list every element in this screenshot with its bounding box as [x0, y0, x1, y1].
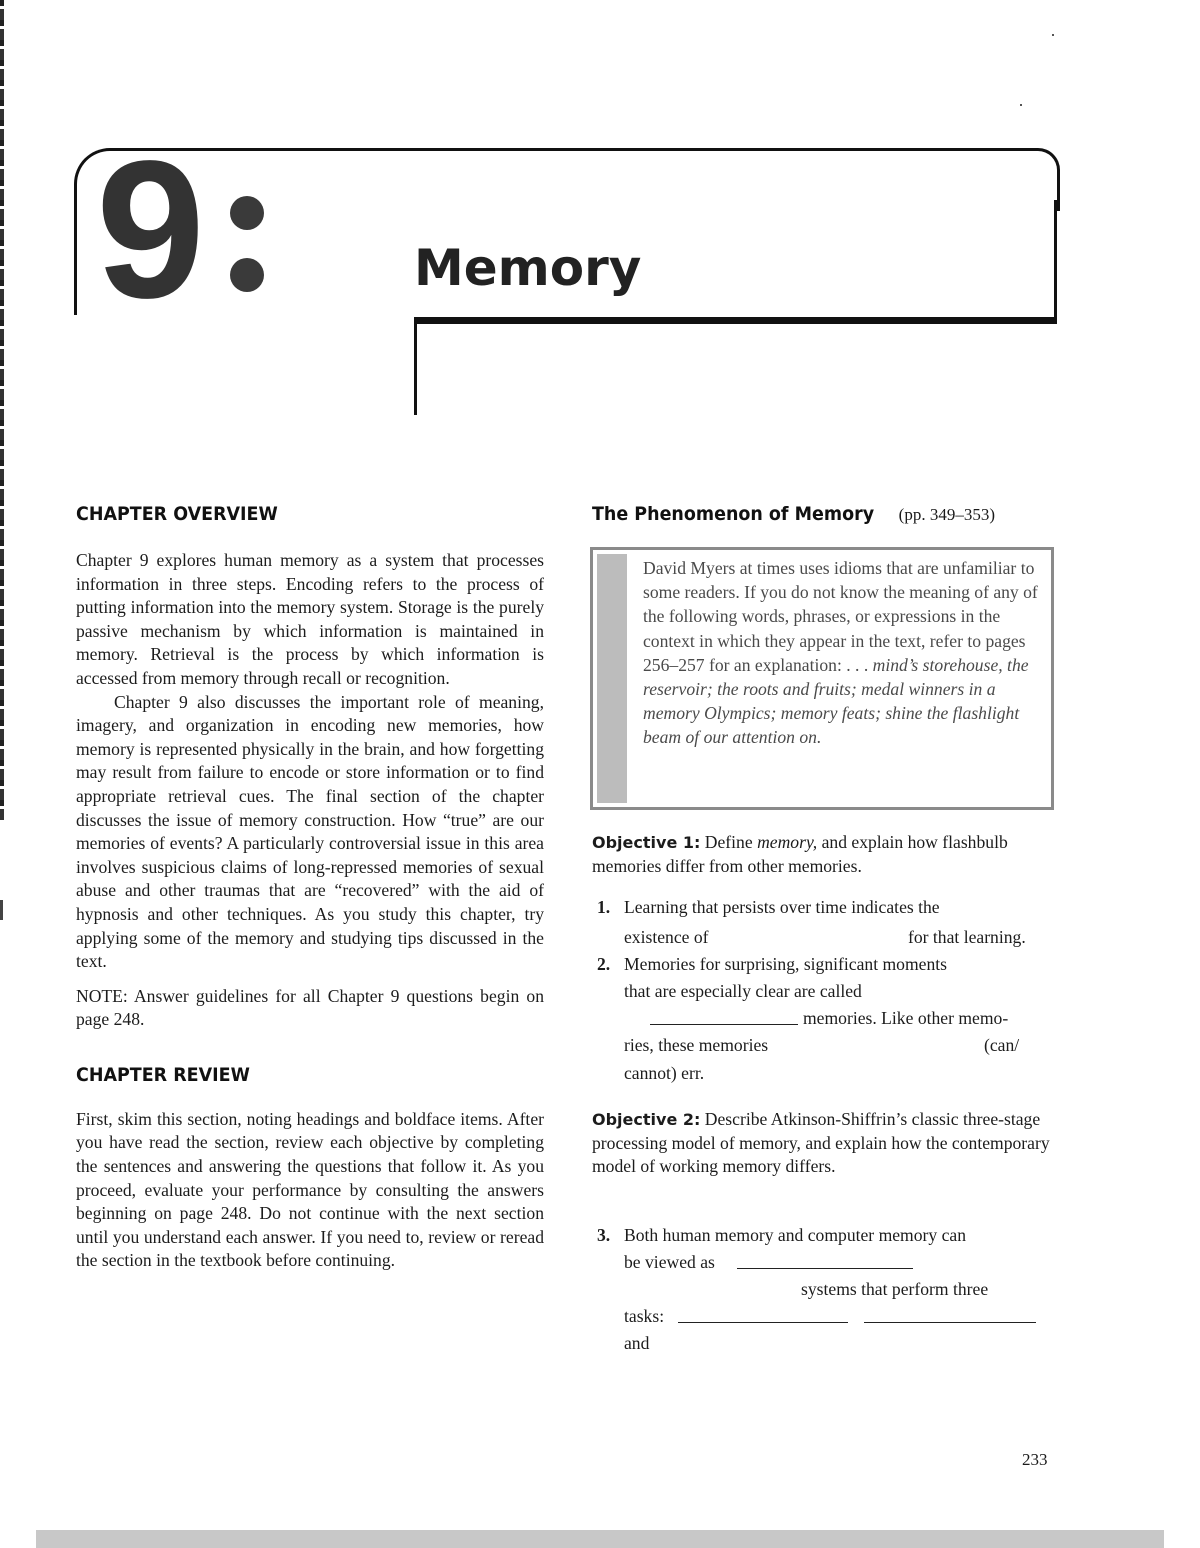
chapter-title: Memory [414, 239, 642, 297]
question-2-line-2: that are especially clear are called [624, 981, 862, 1001]
question-2-number: 2. [597, 954, 611, 974]
header-frame-top [74, 148, 1060, 211]
question-3-line-2: be viewed as [624, 1252, 715, 1272]
objective-1-term: memory, [757, 832, 818, 852]
question-2-line-3: memories. Like other memo- [803, 1008, 1009, 1028]
question-3-line-1: Both human memory and computer memory can [624, 1225, 967, 1245]
scan-bottom-bar [36, 1530, 1164, 1548]
question-1-line-2-end: for that learning. [908, 927, 1026, 947]
scan-edge-mark [0, 900, 3, 920]
idiom-text [643, 556, 1043, 750]
section-heading: The Phenomenon of Memory [592, 503, 875, 525]
overview-paragraph-1: Chapter 9 explores human memory as a system that processes information in three steps. Encoding refers to the process of putting information into the memory system. Storage is the purely passive mechanism by which information is maintained in memory. Retrieval is the process by which information is accessed from memory through recall or recognition. [76, 550, 544, 688]
title-rule [414, 317, 1057, 324]
question-2-line-4: ries, these memories [624, 1035, 769, 1055]
question-3-line-3: systems that perform three [801, 1279, 989, 1299]
section-heading-row [592, 503, 1062, 525]
header-frame-right [1054, 200, 1057, 318]
question-2-answer-blank[interactable] [650, 1007, 798, 1025]
objective-1 [592, 831, 1042, 878]
page-number: 233 [1022, 1450, 1048, 1469]
idiom-list: mind’s storehouse, the reservoir; the roots and fruits; medal winners in a memory Olympics; memory feats; shine the flashlight beam of our attention on. [643, 654, 1029, 748]
overview-text [76, 549, 544, 974]
colon-dot-top [230, 196, 264, 230]
scan-speck [1020, 104, 1022, 106]
objective-1-text: and explain how flashbulb memories differ from other memories. [592, 832, 1008, 876]
question-3-line-4: tasks: [624, 1306, 665, 1326]
section-pages: (pp. 349–353) [898, 505, 995, 524]
idiom-intro: David Myers at times uses idioms that are unfamiliar to some readers. If you do not know the meaning of any of the following words, phrases, or expressions in the context in which they appear in the text, refer to pages 256–257 for an explanation: . . . [643, 558, 1038, 675]
overview-heading: CHAPTER OVERVIEW [76, 503, 278, 525]
title-stem [414, 317, 417, 415]
question-2-line-1: Memories for surprising, significant moments [624, 954, 947, 974]
objective-2-label: Objective 2: [592, 1110, 701, 1129]
header-frame-left [74, 200, 77, 315]
scan-edge [0, 0, 4, 820]
question-3-blank-2[interactable] [678, 1305, 848, 1323]
idiom-box-bar [597, 554, 627, 803]
review-heading: CHAPTER REVIEW [76, 1063, 250, 1086]
objective-1-label: Objective 1: [592, 833, 701, 852]
colon-dot-bottom [230, 258, 264, 292]
answer-note: NOTE: Answer guidelines for all Chapter 9 questions begin on page 248. [76, 985, 544, 1030]
left-column [76, 503, 544, 1273]
question-2-line-4-end: (can/ [984, 1035, 1020, 1055]
objective-1-pre: Define [704, 832, 753, 852]
question-3-line-5: and [624, 1333, 650, 1353]
review-paragraph: First, skim this section, noting headings and boldface items. After you have read the section, review each objective by completing the sentences and answering the questions that follow it. As you proceed, evaluate your performance by consulting the answers beginning on page 248. Do not continue with the next section until you understand each answer. If you need to, review or reread the section in the textbook before continuing. [76, 1108, 544, 1271]
question-3-blank-3[interactable] [864, 1305, 1036, 1323]
question-1-line-2: existence of [624, 927, 709, 947]
question-1-line-1: Learning that persists over time indicates the [624, 897, 940, 917]
question-1-number: 1. [597, 897, 611, 917]
question-3-blank-1[interactable] [737, 1251, 913, 1269]
question-2-line-5: cannot) err. [624, 1063, 705, 1083]
question-3-number: 3. [597, 1225, 611, 1245]
overview-paragraph-2: Chapter 9 also discusses the important role of meaning, imagery, and organization in encoding new memories, how memory is represented physically in the brain, and how forgetting may result from failure to encode or store information or to find appropriate retrieval cues. The final section of the chapter discusses the issue of memory construction. How “true” are our memories of events? A particularly controversial issue in this area involves suspicious claims of long-repressed memories of sexual abuse and other traumas that are “recovered” with the aid of hypnosis and other techniques. As you study this chapter, try applying some of the memory and studying tips discussed in the text. [76, 691, 544, 972]
objective-2 [592, 1108, 1050, 1179]
chapter-number: 9 [96, 120, 202, 339]
objective-2-text: Describe Atkinson-Shiffrin’s classic three-stage processing model of memory, and explain how the contemporary model of working memory differs. [592, 1109, 1050, 1177]
scan-speck [1052, 34, 1054, 36]
